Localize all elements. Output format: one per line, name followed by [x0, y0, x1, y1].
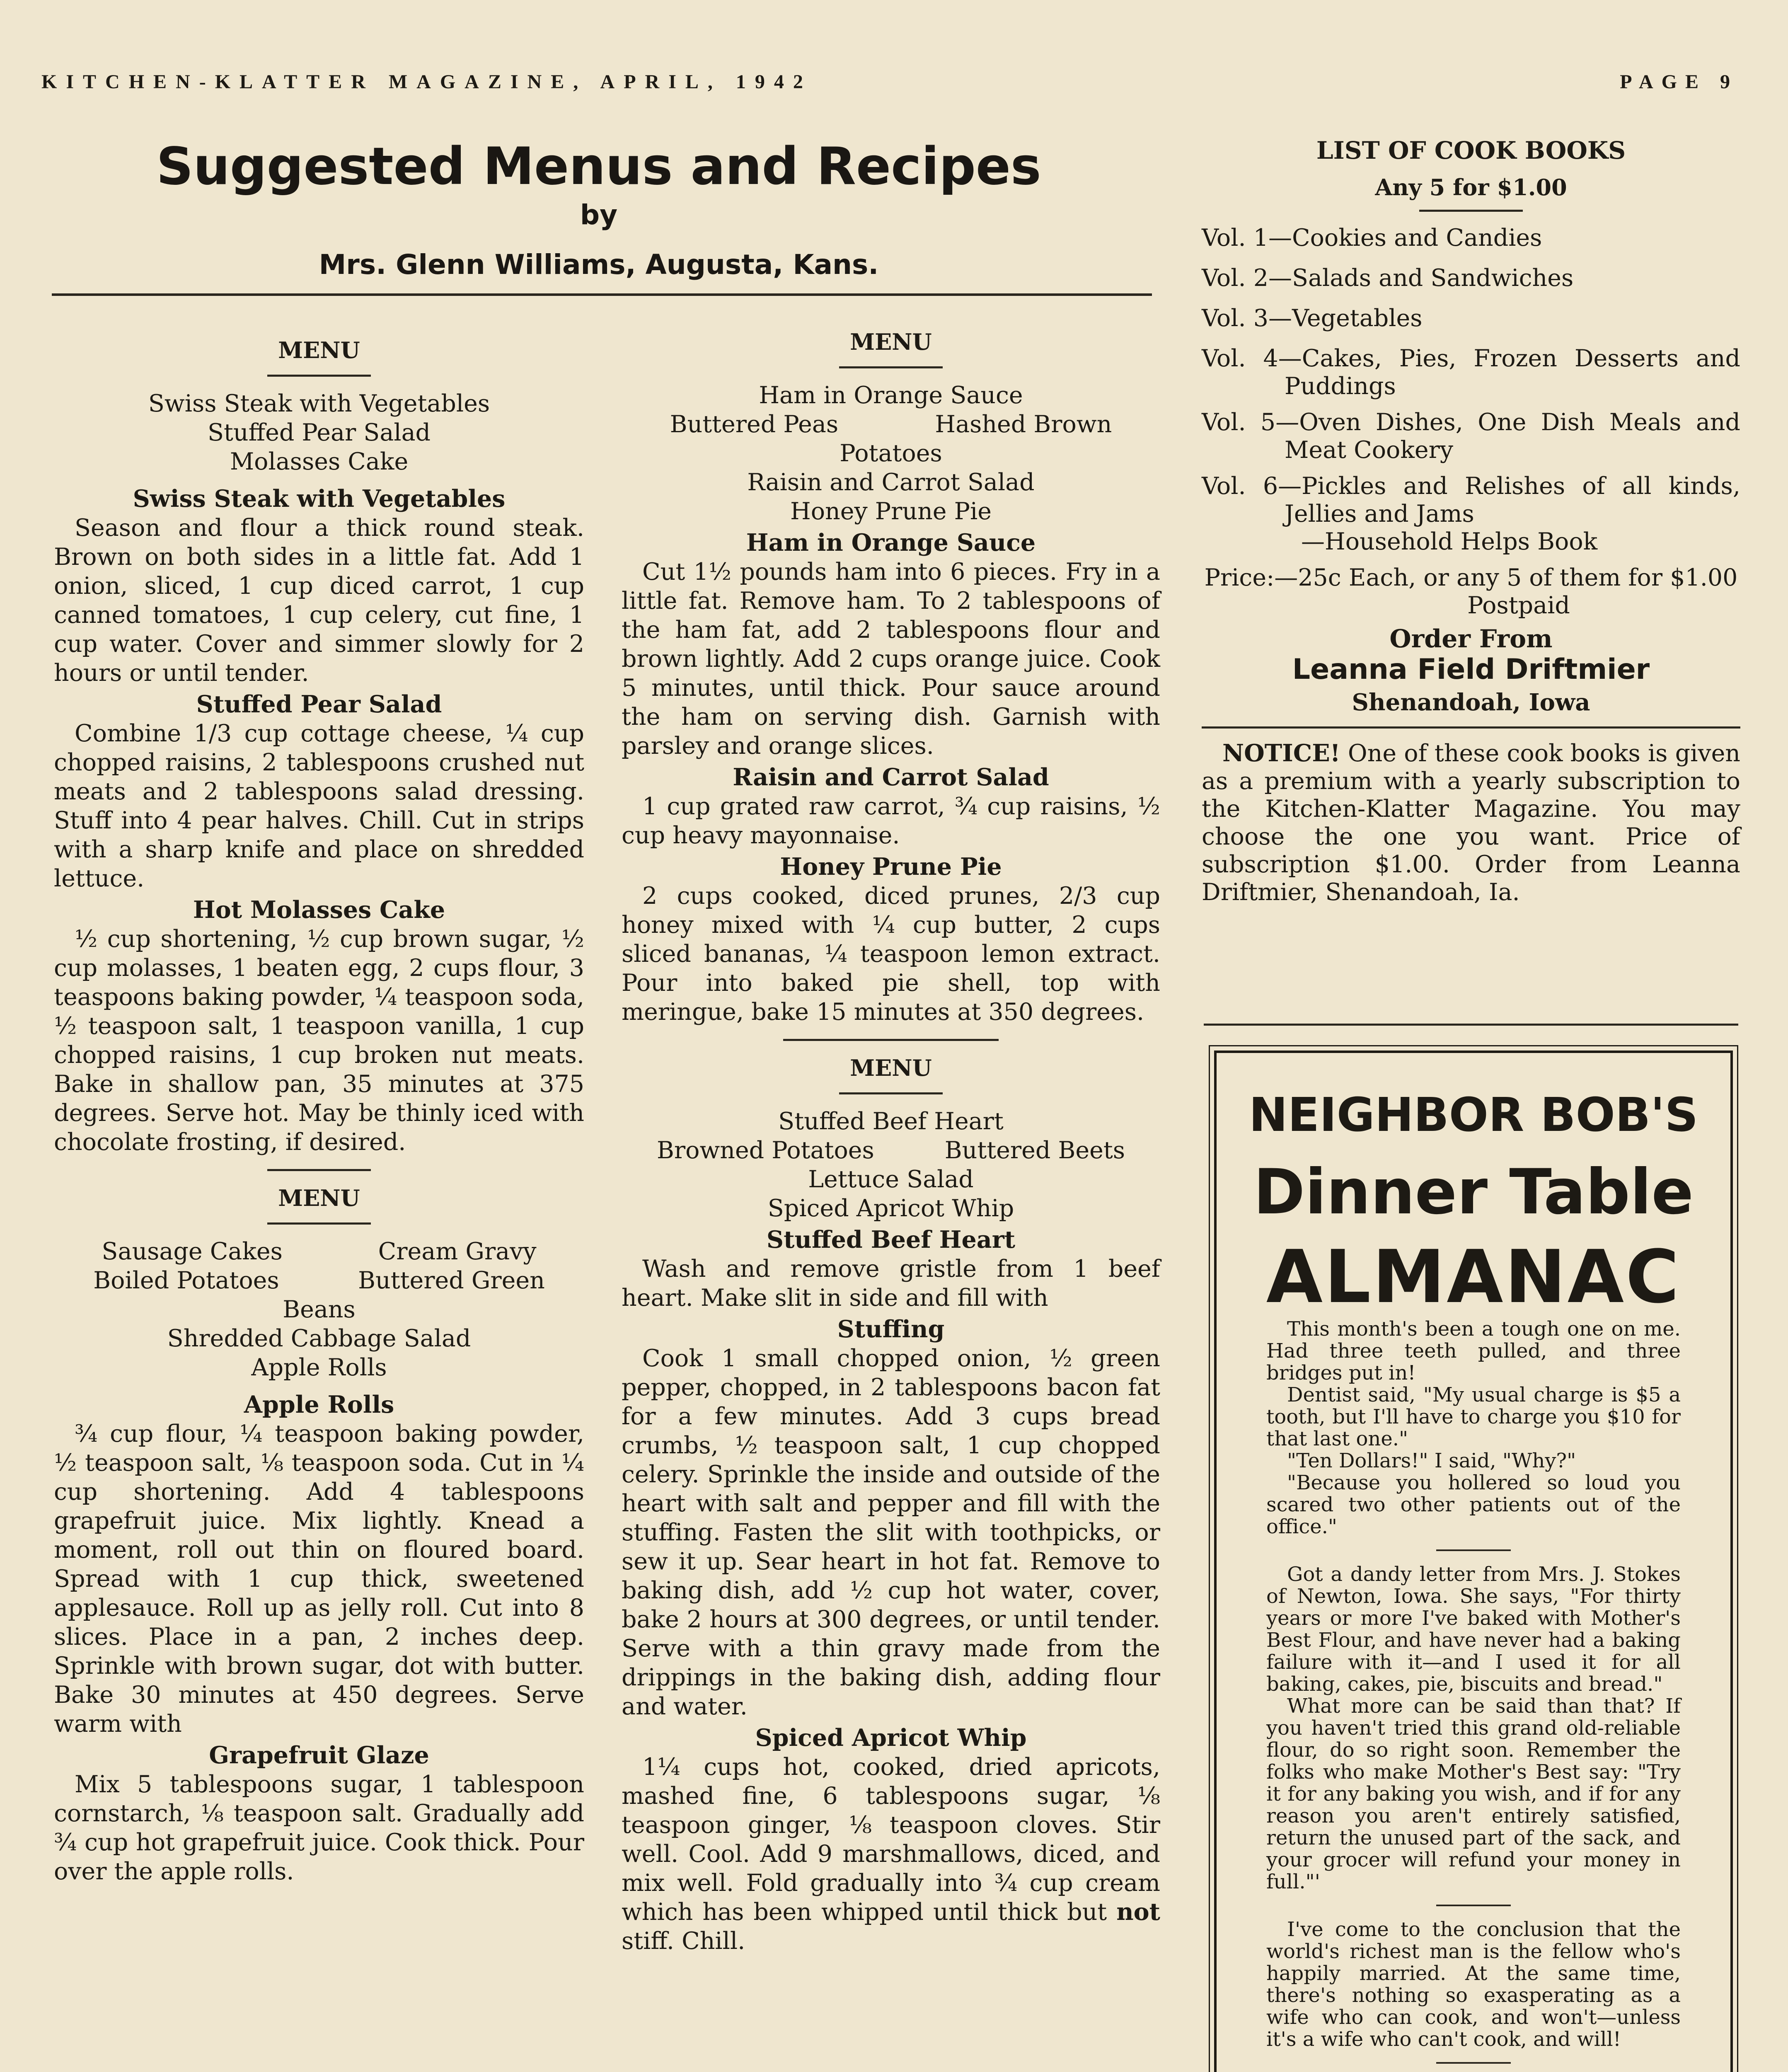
almanac-divider [1436, 1905, 1511, 1906]
column-1 [54, 332, 584, 1886]
menu-item: Spiced Apricot Whip [767, 1195, 1014, 1222]
menu-divider [839, 1092, 943, 1094]
notice-label: NOTICE! [1222, 739, 1340, 767]
almanac-ad [1214, 1051, 1733, 2072]
almanac-paragraph: "Ten Dollars!" I said, "Why?" [1287, 1449, 1576, 1472]
notice-rule [1202, 726, 1740, 729]
volume-item: Vol. 6—Pickles and Relishes of all kinds, Jellies and Jams [1202, 472, 1740, 528]
recipe-title: Spiced Apricot Whip [755, 1724, 1027, 1752]
menu-item: Hashed Brown [935, 411, 1112, 438]
menu-heading: MENU [278, 1185, 360, 1211]
almanac-line-3: ALMANAC [1266, 1234, 1681, 1319]
menu-heading: MENU [850, 1055, 932, 1081]
almanac-divider [1436, 1549, 1511, 1551]
order-name: Leanna Field Driftmier [1292, 653, 1650, 686]
menu-item: Buttered Peas [670, 411, 839, 438]
menu-line [54, 1266, 584, 1295]
menu-item: Honey Prune Pie [790, 498, 992, 525]
volume-item: —Household Helps Book [1301, 528, 1598, 555]
recipe-body: 2 cups cooked, diced prunes, 2/3 cup honey mixed with ¼ cup butter, 2 cups sliced bananas, ¼ teaspoon lemon extract. Pour into baked pie shell, top with meringue, bake 15 minutes at 350 degrees. [622, 882, 1160, 1026]
menu-divider [267, 375, 371, 377]
menu-item: Cream Gravy [378, 1238, 537, 1265]
section-divider [267, 1169, 371, 1171]
volume-item: Vol. 1—Cookies and Candies [1202, 224, 1542, 252]
menu-item: Apple Rolls [251, 1354, 387, 1381]
menu-line [622, 1136, 1160, 1165]
notice-body: One of these cook books is given as a premium with a yearly subscription to the Kitchen-Klatter Magazine. You may choose the one you want. Price of subscription $1.00. Order from Leanna Driftmier, Shenandoah, Ia. [1202, 740, 1741, 906]
recipe-title: Apple Rolls [244, 1391, 394, 1418]
cookbook-subtitle: Any 5 for $1.00 [1375, 174, 1567, 201]
menu-item: Ham in Orange Sauce [759, 382, 1023, 409]
volume-item: Vol. 5—Oven Dishes, One Dish Meals and Meat Cookery [1202, 409, 1740, 464]
almanac-paragraph: What more can be said than that? If you haven't tried this grand old-reliable flour, do so right soon. Remember the folks who make Mother's Best say: "Try it for any baking you wish, and if for any reason you aren't entirely satisfied, return the unused part of the sack, and your grocer will refund your money in full."' [1266, 1694, 1681, 1893]
recipe-body: Mix 5 tablespoons sugar, 1 tablespoon cornstarch, ⅛ teaspoon salt. Gradually add ¾ cup hot grapefruit juice. Cook thick. Pour over the apple rolls. [54, 1771, 584, 1885]
recipe-title: Ham in Orange Sauce [746, 529, 1036, 557]
menu-item: Raisin and Carrot Salad [747, 469, 1035, 496]
menu-item: Sausage Cakes [102, 1238, 283, 1265]
menu-divider [839, 366, 943, 368]
almanac-paragraph: Dentist said, "My usual charge is $5 a tooth, but I'll have to charge you $10 for that last one." [1266, 1383, 1681, 1450]
almanac-paragraph: I've come to the conclusion that the world's richest man is the fellow who's happily married. At the same time, there's nothing so exasperating as a wife who can cook, and won't—unless it's a wife who can't cook, and will! [1266, 1918, 1681, 2051]
menu-item: Beans [283, 1296, 356, 1323]
volume-list [1202, 224, 1740, 556]
menu-item: Boiled Potatoes [93, 1267, 279, 1294]
recipe-title: Stuffing [837, 1315, 945, 1343]
menu-item: Browned Potatoes [657, 1137, 874, 1164]
masthead: KITCHEN-KLATTER MAGAZINE, APRIL, 1942 [41, 71, 812, 93]
menu-item: Swiss Steak with Vegetables [148, 390, 490, 417]
recipe-title: Stuffed Pear Salad [196, 690, 442, 718]
almanac-text [1266, 1318, 1681, 2072]
order-place: Shenandoah, Iowa [1352, 689, 1590, 716]
almanac-paragraph: "Because you hollered so loud you scared two other patients out of the office." [1266, 1471, 1681, 1538]
recipe-title: Honey Prune Pie [780, 853, 1002, 881]
notice [1202, 739, 1740, 906]
recipe-body: Cut 1½ pounds ham into 6 pieces. Fry in a little fat. Remove ham. To 2 tablespoons of the ham fat, add 2 tablespoons flour and brown lightly. Add 2 cups orange juice. Cook 5 minutes, until thick. Pour sauce around the ham on serving dish. Garnish with parsley and orange slices. [622, 558, 1160, 760]
price: Price:—25c Each, or any 5 of them for $1.00 Postpaid [1204, 564, 1738, 619]
menu-item: Potatoes [840, 440, 942, 467]
order-from: Order From [1389, 625, 1553, 654]
almanac-line-2: Dinner Table [1253, 1156, 1694, 1228]
menu-line [622, 410, 1160, 439]
menu-item: Molasses Cake [230, 448, 409, 475]
almanac-paragraph: This month's been a tough one on me. Had three teeth pulled, and three bridges put in! [1266, 1317, 1681, 1385]
recipe-title: Grapefruit Glaze [209, 1741, 429, 1769]
recipe-title: Stuffed Beef Heart [766, 1226, 1016, 1254]
menu-item: Stuffed Pear Salad [207, 419, 431, 446]
article-title: Suggested Menus and Recipes [156, 137, 1041, 196]
recipe-text: 1¼ cups hot, cooked, dried apricots, mashed fine, 6 tablespoons sugar, ⅛ teaspoon ginger, ⅛ teaspoon cloves. Stir well. Cool. Add 9 marshmallows, diced, and mix well. Fold gradually into ¾ cup cream which has been whipped until thick but [622, 1753, 1160, 1926]
menu-item: Buttered Beets [944, 1137, 1125, 1164]
recipe-title: Raisin and Carrot Salad [733, 763, 1049, 791]
recipe-body: Combine 1/3 cup cottage cheese, ¼ cup chopped raisins, 2 tablespoons crushed nut meats and 2 tablespoons salad dressing. Stuff into 4 pear halves. Chill. Cut in strips with a sharp knife and place on shredded lettuce. [54, 720, 584, 892]
title-rule [52, 293, 1152, 296]
almanac-divider [1436, 2062, 1511, 2064]
almanac-top-rule [1204, 1024, 1738, 1026]
recipe-title: Swiss Steak with Vegetables [133, 485, 506, 513]
article-author: Mrs. Glenn Williams, Augusta, Kans. [319, 249, 879, 281]
recipe-emphasis: not [1116, 1898, 1160, 1926]
menu-heading: MENU [850, 329, 932, 355]
volume-item: Vol. 2—Salads and Sandwiches [1202, 264, 1574, 292]
recipe-body: ½ cup shortening, ½ cup brown sugar, ½ cup molasses, 1 beaten egg, 2 cups flour, 3 teaspoons baking powder, ¼ teaspoon soda, ½ teaspoon salt, 1 teaspoon vanilla, 1 cup chopped raisins, 1 cup broken nut meats. Bake in shallow pan, 35 minutes at 375 degrees. Serve hot. May be thinly iced with chocolate frosting, if desired. [54, 925, 584, 1156]
almanac-line-1: NEIGHBOR BOB'S [1248, 1088, 1698, 1142]
almanac-paragraph: Got a dandy letter from Mrs. J. Stokes of Newton, Iowa. She says, "For thirty years or more I've baked with Mother's Best Flour, and have never had a baking failure with it—and I used it for all baking, cakes, pie, biscuits and bread." [1266, 1563, 1681, 1696]
cookbook-title: LIST OF COOK BOOKS [1316, 136, 1626, 165]
column-2 [622, 323, 1160, 1956]
volume-item: Vol. 4—Cakes, Pies, Frozen Desserts and Puddings [1202, 345, 1740, 400]
recipe-body: ¾ cup flour, ¼ teaspoon baking powder, ½ teaspoon salt, ⅛ teaspoon soda. Cut in ¼ cup shortening. Add 4 tablespoons grapefruit juice. Mix lightly. Knead a moment, roll out thin on floured board. Spread with 1 cup thick, sweetened applesauce. Roll up as jelly roll. Cut into 8 slices. Place in a pan, 2 inches deep. Sprinkle with brown sugar, dot with butter. Bake 30 minutes at 450 degrees. Serve warm with [54, 1420, 584, 1738]
recipe-body: 1 cup grated raw carrot, ¾ cup raisins, ½ cup heavy mayonnaise. [622, 793, 1160, 849]
recipe-title: Hot Molasses Cake [193, 896, 445, 924]
page-number: PAGE 9 [1620, 71, 1738, 93]
section-divider [783, 1039, 999, 1041]
article-by: by [580, 199, 618, 231]
recipe-body: Wash and remove gristle from 1 beef heart. Make slit in side and fill with [622, 1255, 1160, 1312]
menu-heading: MENU [278, 337, 360, 363]
cookbook-list [1202, 133, 1740, 906]
volume-item: Vol. 3—Vegetables [1202, 305, 1423, 332]
menu-item: Stuffed Beef Heart [778, 1108, 1004, 1135]
menu-item: Shredded Cabbage Salad [167, 1325, 471, 1352]
menu-item: Lettuce Salad [808, 1166, 974, 1193]
recipe-body: Cook 1 small chopped onion, ½ green pepper, chopped, in 2 tablespoons bacon fat for a few minutes. Add 3 cups bread crumbs, ½ teaspoon salt, 1 cup chopped celery. Sprinkle the inside and outside of the heart with salt and pepper and fill with the stuffing. Fasten the slit with toothpicks, or sew it up. Sear heart in hot fat. Remove to baking dish, add ½ cup hot water, cover, bake 2 hours at 300 degrees, or until tender. Serve with a thin gravy made from the drippings in the baking dish, adding flour and water. [622, 1345, 1160, 1720]
list-divider [1419, 210, 1523, 212]
recipe-text: stiff. Chill. [622, 1927, 745, 1955]
recipe-body [622, 1752, 1160, 1956]
menu-item: Buttered Green [358, 1267, 545, 1294]
recipe-body: Season and flour a thick round steak. Brown on both sides in a little fat. Add 1 onion, sliced, 1 cup diced carrot, 1 cup canned tomatoes, 1 cup celery, cut fine, 1 cup water. Cover and simmer slowly for 2 hours or until tender. [54, 514, 584, 687]
menu-line [54, 1237, 584, 1266]
menu-divider [267, 1222, 371, 1225]
